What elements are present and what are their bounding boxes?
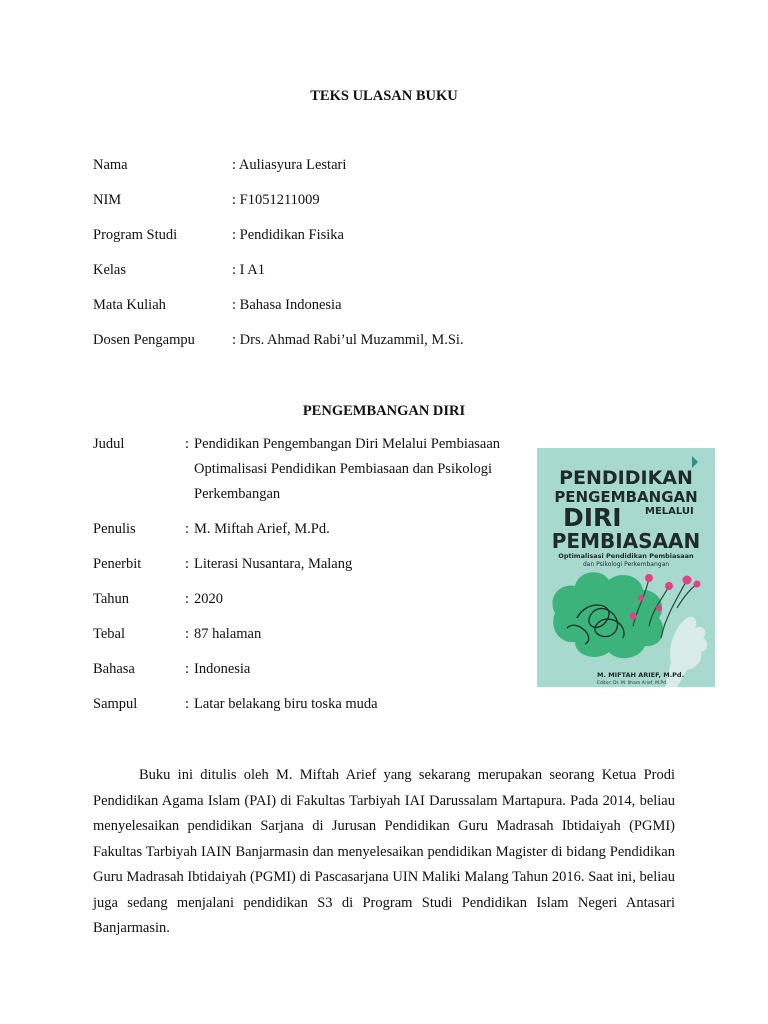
identity-label: Nama: [93, 157, 128, 173]
cover-subtitle-2: dan Psikologi Perkembangan: [582, 561, 670, 568]
book-colon: :: [185, 696, 190, 712]
cover-flower: [630, 613, 637, 620]
identity-value: : I A1: [232, 262, 266, 278]
page-title: TEKS ULASAN BUKU: [310, 88, 458, 104]
book-colon: :: [185, 626, 190, 642]
book-label: Tahun: [93, 591, 130, 607]
identity-value: : Pendidikan Fisika: [232, 227, 344, 243]
book-value: Pendidikan Pengembangan Diri Melalui Pembiasaan: [194, 436, 501, 452]
identity-label: Kelas: [93, 262, 127, 278]
identity-label: Dosen Pengampu: [93, 332, 195, 348]
identity-value: : Drs. Ahmad Rabi’ul Muzammil, M.Si.: [232, 332, 464, 348]
book-colon: :: [185, 661, 190, 677]
identity-label: Mata Kuliah: [93, 297, 166, 313]
book-value: 87 halaman: [194, 626, 262, 642]
identity-value: : Auliasyura Lestari: [232, 157, 347, 173]
identity-value: : F1051211009: [232, 192, 320, 208]
book-label: Judul: [93, 436, 125, 452]
cover-editor: Editor: Dr. M. Ilham Arief, M.Pd.: [597, 681, 668, 686]
identity-label: Program Studi: [93, 227, 178, 243]
book-colon: :: [185, 556, 190, 572]
cover-title-line4: PEMBIASAAN: [551, 529, 701, 553]
identity-label: NIM: [93, 192, 122, 208]
book-value: M. Miftah Arief, M.Pd.: [194, 521, 330, 537]
book-value: Indonesia: [194, 661, 251, 677]
cover-title-line3a: DIRI: [563, 503, 622, 532]
book-label: Tebal: [93, 626, 125, 642]
book-colon: :: [185, 436, 190, 452]
cover-flower: [638, 595, 644, 601]
cover-flower: [683, 576, 692, 585]
book-value: Literasi Nusantara, Malang: [194, 556, 353, 572]
book-colon: :: [185, 521, 190, 537]
book-value: Optimalisasi Pendidikan Pembiasaan dan Psikologi: [194, 461, 493, 477]
book-label: Sampul: [93, 696, 138, 712]
book-colon: :: [185, 591, 190, 607]
book-cover-image: [537, 448, 715, 687]
cover-title-line2: PENGEMBANGAN: [554, 488, 698, 506]
cover-flower: [645, 574, 653, 582]
cover-flower: [694, 581, 701, 588]
section-title: PENGEMBANGAN DIRI: [302, 403, 466, 419]
cover-flower: [665, 582, 673, 590]
cover-author: M. MIFTAH ARIEF, M.Pd.: [597, 671, 685, 679]
book-label: Penerbit: [93, 556, 142, 572]
body-paragraph: Buku ini ditulis oleh M. Miftah Arief yang sekarang merupakan seorang Ketua Prodi Pendidikan Agama Islam (PAI) di Fakultas Tarbiyah IAI Darussalam Martapura. Pada 2014, beliau menyelesaikan pendidikan Sarjana di Jurusan Pendidikan Guru Madrasah Ibtidaiyah (PGMI) Fakultas Tarbiyah IAIN Banjarmasin dan menyelesaikan pendidikan Magister di bidang Pendidikan Guru Madrasah Ibtidaiyah (PGMI) di Pascasarjana UIN Maliki Malang Tahun 2016. Saat ini, beliau juga sedang menjalani pendidikan S3 di Program Studi Pendidikan Islam Negeri Antasari Banjarmasin.: [93, 767, 675, 936]
cover-title-line3b: MELALUI: [645, 506, 694, 517]
book-label: Penulis: [93, 521, 136, 537]
cover-title-line1: PENDIDIKAN: [559, 467, 693, 489]
book-value: Perkembangan: [194, 486, 281, 502]
book-value: 2020: [194, 591, 223, 607]
cover-subtitle-1: Optimalisasi Pendidikan Pembiasaan: [558, 552, 694, 560]
book-value: Latar belakang biru toska muda: [194, 696, 378, 712]
identity-value: : Bahasa Indonesia: [232, 297, 342, 313]
cover-flower: [656, 605, 662, 611]
book-label: Bahasa: [93, 661, 135, 677]
